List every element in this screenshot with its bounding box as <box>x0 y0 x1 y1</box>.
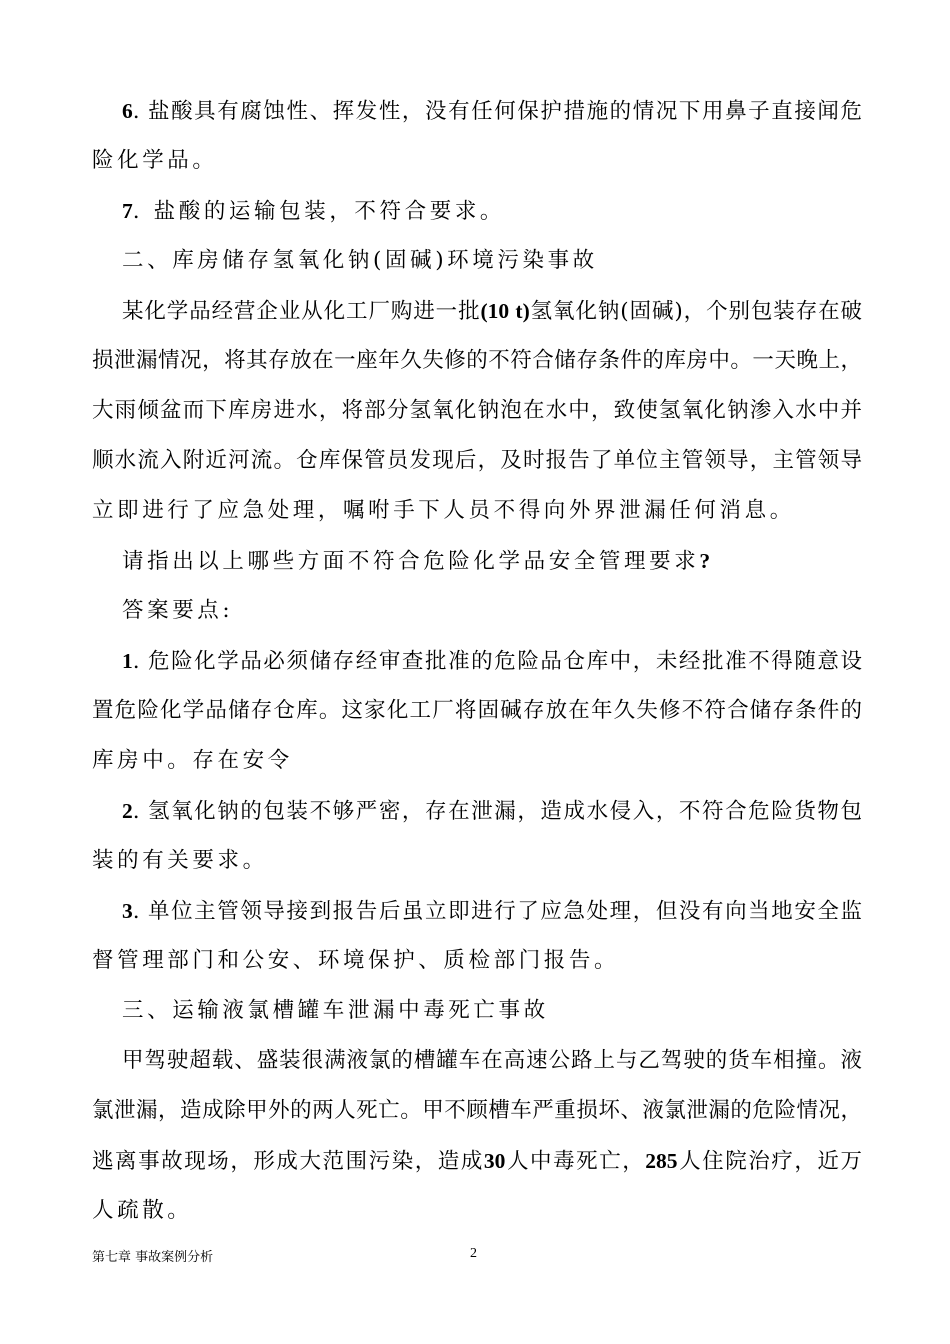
paragraph-line: 立即进行了应急处理，嘱咐手下人员不得向外界泄漏任何消息。 <box>92 498 795 523</box>
paragraph-line: 置危险化学品储存仓库。这家化工厂将固碱存放在年久失修不符合储存条件的 <box>92 698 862 723</box>
paragraph-line: 装的有关要求。 <box>92 848 268 873</box>
paragraph-line: 人疏散。 <box>92 1198 193 1223</box>
paragraph-line: 督管理部门和公安、环境保护、质检部门报告。 <box>92 948 620 973</box>
list-number: 3 <box>122 899 133 923</box>
paragraph-line: 甲驾驶超载、盛装很满液氯的槽罐车在高速公路上与乙驾驶的货车相撞。液 <box>122 1048 862 1073</box>
list-number: 7 <box>122 199 133 223</box>
paragraph-line: 氯泄漏，造成除甲外的两人死亡。甲不顾槽车严重损坏、液氯泄漏的危险情况， <box>92 1098 862 1123</box>
paragraph-line: 7. 盐酸的运输包装，不符合要求。 <box>122 199 506 224</box>
paragraph-line: 6. 盐酸具有腐蚀性、挥发性，没有任何保护措施的情况下用鼻子直接闻危 <box>122 99 862 124</box>
paragraph-line: 库房中。存在安令 <box>92 748 293 773</box>
list-number: 2 <box>122 799 133 823</box>
paragraph-line: 逃离事故现场，形成大范围污染，造成30人中毒死亡，285人住院治疗，近万 <box>92 1149 862 1174</box>
section-heading: 二、库房储存氢氧化钠(固碱)环境污染事故 <box>122 248 598 273</box>
paragraph-line: 损泄漏情况，将其存放在一座年久失修的不符合储存条件的库房中。一天晚上， <box>92 348 862 373</box>
paragraph-line: 2. 氢氧化钠的包装不够严密，存在泄漏，造成水侵入，不符合危险货物包 <box>122 799 862 824</box>
list-number: 1 <box>122 649 133 673</box>
answer-heading: 答案要点: <box>122 598 234 623</box>
paragraph-line: 3. 单位主管领导接到报告后虽立即进行了应急处理，但没有向当地安全监 <box>122 899 862 924</box>
paragraph-line: 1. 危险化学品必须储存经审查批准的危险品仓库中，未经批准不得随意设 <box>122 649 862 674</box>
footer-page-number: 2 <box>470 1246 477 1261</box>
list-number: 6 <box>122 99 133 123</box>
paragraph-line: 顺水流入附近河流。仓库保管员发现后，及时报告了单位主管领导，主管领导 <box>92 448 862 473</box>
section-heading: 三、运输液氯槽罐车泄漏中毒死亡事故 <box>122 998 549 1023</box>
paragraph-line: 大雨倾盆而下库房进水，将部分氢氧化钠泡在水中，致使氢氧化钠渗入水中并 <box>92 398 862 423</box>
footer-chapter: 第七章 事故案例分析 <box>92 1250 214 1265</box>
paragraph-line: 某化学品经营企业从化工厂购进一批(10 t)氢氧化钠(固碱)，个别包装存在破 <box>122 299 862 324</box>
question-line: 请指出以上哪些方面不符合危险化学品安全管理要求? <box>122 549 711 574</box>
paragraph-line: 险化学品。 <box>92 148 218 173</box>
